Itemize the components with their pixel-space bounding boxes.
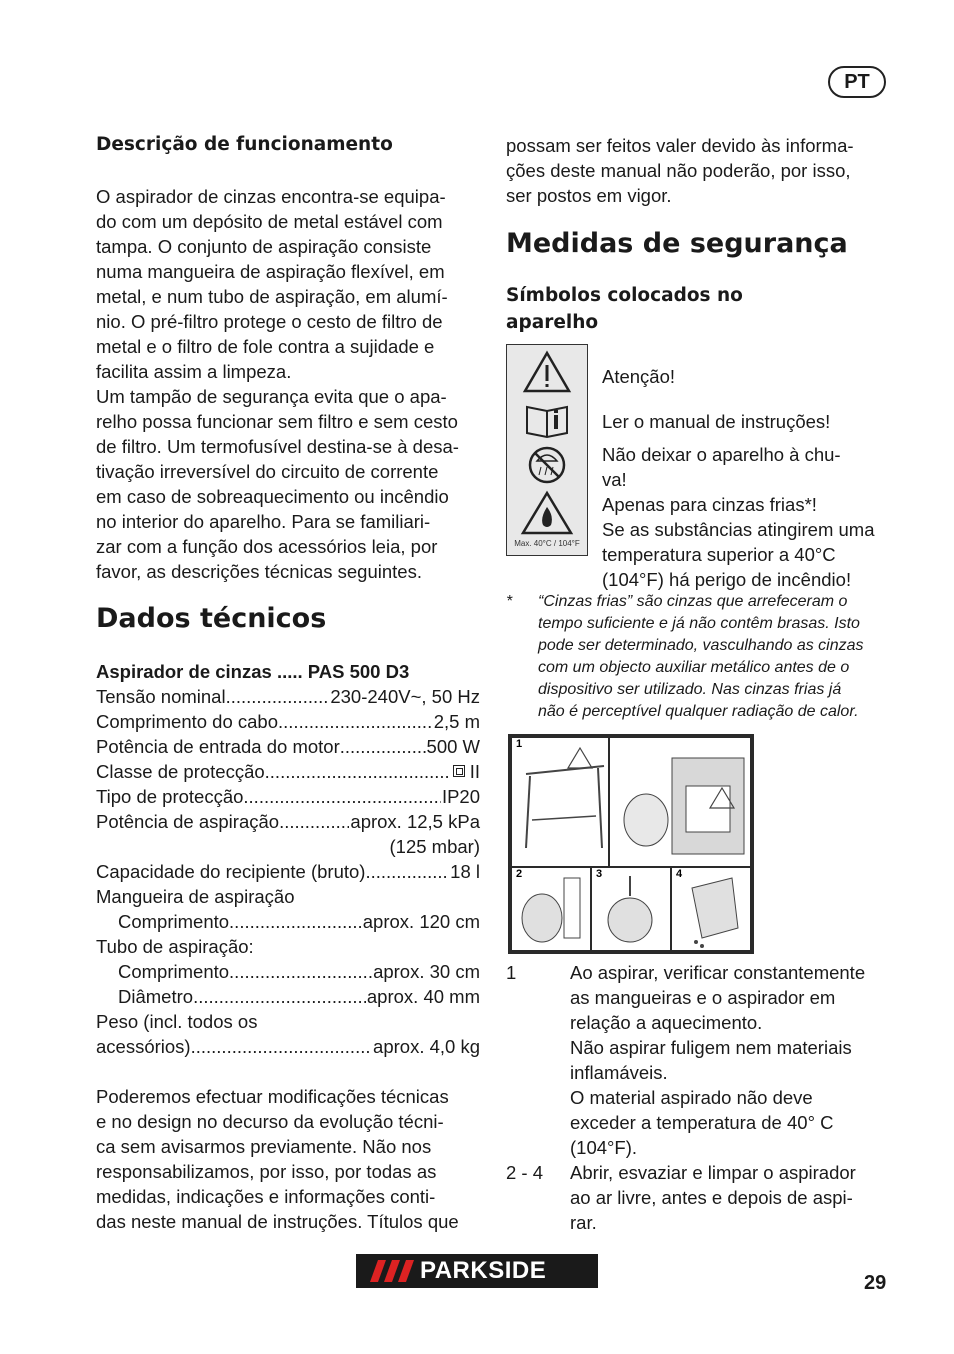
text-line: ser postos em vigor. [506,185,672,206]
text-line: ções deste manual não poderão, por isso, [506,160,851,181]
text-line: O material aspirado não deve [570,1087,813,1108]
text-line: metal e o filtro de fole contra a sujidade e [96,336,435,357]
spec-row [96,834,480,859]
heading-dados-tecnicos: Dados técnicos [96,603,327,634]
text-line: Abrir, esvaziar e limpar o aspirador [570,1162,856,1183]
text-line: Um tampão de segurança evita que o apa- [96,386,447,407]
text-line: va! [602,469,627,490]
text-line: facilita assim a limpeza. [96,361,292,382]
spec-label: Capacidade do recipiente (bruto) [96,861,366,882]
text-line: Atenção! [602,366,676,387]
spec-label: Potência de aspiração [96,811,280,832]
step-number: 2 - 4 [506,1162,544,1183]
text-line: Apenas para cinzas frias*! [602,494,817,515]
spec-value: 500 W [426,736,480,757]
spec-value: aprox. 30 cm [373,961,480,982]
footnote-line [506,701,890,723]
spec-label: Classe de protecção [96,761,265,782]
text-line: exceder a temperatura de 40° C [570,1112,834,1133]
text-line: responsabilizamos, por isso, por todas as [96,1161,437,1182]
spec-row [96,709,480,734]
text-line: (104°F) há perigo de incêndio! [602,569,852,590]
fireplace-illustration [610,738,750,866]
text-line: as mangueiras e o aspirador em [570,987,836,1008]
text-line: inflamáveis. [570,1062,668,1083]
text-line: numa mangueira de aspiração flexível, em [96,261,445,282]
spec-value: (125 mbar) [389,836,480,857]
text-line: de filtro. Um termofusível destina-se à desa- [96,436,459,457]
figure-panel-1b [610,738,750,866]
no-rain-icon [530,448,564,482]
text-line: tempo suficiente e já não contêm brasas. Isto [538,615,860,632]
spec-label: Tensão nominal [96,686,226,707]
instruction-steps [506,960,896,1235]
text-line: (104°F). [570,1137,638,1158]
text-line: relho possa funcionar sem filtro e sem cesto [96,411,458,432]
brand-name: PARKSIDE [420,1257,547,1284]
text-line: dispositivo ser utilizado. Nas cinzas frias já [538,681,842,698]
text-line: Não deixar o aparelho à chu- [602,444,841,465]
footnote-line [506,591,890,613]
text-line: relação a aquecimento. [570,1012,763,1033]
spec-label: Comprimento do cabo [96,711,279,732]
fire-warning-icon [523,493,571,533]
spec-row [96,984,480,1009]
spec-row [96,684,480,709]
heading-line: Símbolos colocados no [506,285,743,306]
spec-value: aprox. 120 cm [362,911,480,932]
spec-value: II [469,761,480,782]
footnote [506,591,890,723]
spec-label: Peso (incl. todos os [96,1011,258,1032]
text-line: ca sem avisarmos previamente. Não nos [96,1136,432,1157]
step-number: 1 [506,962,517,983]
spec-label: Tipo de protecção [96,786,244,807]
spec-row [96,934,480,959]
text-line: ao ar livre, antes e depois de aspi- [570,1187,853,1208]
spec-label: Diâmetro [118,986,194,1007]
text-line: Ao aspirar, verificar constantemente [570,962,866,983]
spec-row [96,959,480,984]
spec-value: IP20 [441,786,480,807]
spec-label: Tubo de aspiração: [96,936,254,957]
figure-panel-1a [512,738,608,866]
device-symbols-label [506,344,588,556]
text-line: tivação irreversível do circuito de corrente [96,461,439,482]
text-line: das neste manual de instruções. Títulos que [96,1211,459,1232]
text-line: e no design no decurso da evolução técni- [96,1111,444,1132]
paragraph-disclaimer [96,1084,486,1234]
text-line: zar com a função dos acessórios leia, por [96,536,438,557]
text-line: Se as substâncias atingirem uma [602,519,875,540]
class-ii-icon [453,765,465,777]
figure-label: 3 [596,868,603,880]
vacuum-lid-illustration [592,868,670,950]
spec-row-model [96,659,480,684]
text-line: possam ser feitos valer devido às informa- [506,135,854,156]
text-line: temperatura superior a 40°C [602,544,836,565]
text-line: em caso de sobreaquecimento ou incêndio [96,486,449,507]
footnote-line [506,635,890,657]
emptying-illustration [672,868,750,950]
text-line: do com um depósito de metal estável com [96,211,443,232]
spec-row [96,859,480,884]
paragraph-continued [506,133,896,208]
spec-row [96,784,480,809]
spec-row [96,759,480,784]
figure-label: 2 [516,868,523,880]
paragraph-description [96,184,486,584]
spec-label: acessórios) [96,1036,191,1057]
grill-illustration [512,738,608,866]
spec-row [96,809,480,834]
usage-illustration [508,734,754,954]
text-line: com um objecto auxiliar metálico antes de o [538,659,850,676]
spec-value: aprox. 4,0 kg [373,1036,480,1057]
text-line: não é perceptível qualquer radiação de calor. [538,703,859,720]
text-line: “Cinzas frias” são cinzas que arrefeceram o [538,593,848,610]
text-line: O aspirador de cinzas encontra-se equipa- [96,186,446,207]
symbols-graphic [507,345,587,555]
text-line: nio. O pré-filtro protege o cesto de filtro de [96,311,443,332]
text-line: metal, e num tubo de aspiração, em alumí- [96,286,448,307]
text-line: no interior do aparelho. Para se familiari- [96,511,431,532]
language-badge: PT [828,66,886,98]
heading-line: aparelho [506,312,599,333]
spec-row [96,1034,480,1059]
text-line: rar. [570,1212,597,1233]
footnote-line [506,657,890,679]
manual-icon [527,407,567,437]
footnote-line [506,679,890,701]
page-number: 29 [864,1272,887,1294]
spec-value: aprox. 40 mm [366,986,480,1007]
text-line: medidas, indicações e informações conti- [96,1186,436,1207]
warning-icon [525,353,569,391]
text-line: Ler o manual de instruções! [602,411,831,432]
spec-label: Comprimento [118,961,230,982]
footnote-line [506,613,890,635]
spec-label: Aspirador de cinzas [96,661,272,682]
spec-label: Potência de entrada do motor [96,736,340,757]
figure-label: 4 [676,868,683,880]
figure-panel-2 [512,868,590,950]
step-item [506,960,896,1160]
heading-descricao: Descrição de funcionamento [96,134,393,155]
spec-value: 230-240V~, 50 Hz [330,686,480,707]
text-line: favor, as descrições técnicas seguintes. [96,561,422,582]
spec-value: PAS 500 D3 [307,661,410,682]
spec-label: Mangueira de aspiração [96,886,295,907]
text-line: pode ser determinado, vasculhando as cinzas [538,637,864,654]
logo-stripes-icon [362,1254,422,1288]
text-line: Poderemos efectuar modificações técnicas [96,1086,449,1107]
symbol-descriptions [602,364,902,592]
spec-row [96,1009,480,1034]
text-line: Não aspirar fuligem nem materiais [570,1037,852,1058]
text-line: tampa. O conjunto de aspiração consiste [96,236,432,257]
spec-value: 2,5 m [433,711,480,732]
figure-panel-3 [592,868,670,950]
spec-row [96,884,480,909]
symbol-caption: Max. 40°C / 104°F [514,539,580,548]
step-item [506,1160,896,1235]
vacuum-open-illustration [512,868,590,950]
spec-value: 18 l [450,861,480,882]
spec-row [96,909,480,934]
footnote-marker: * [506,593,513,610]
figure-label: 1 [516,738,523,750]
heading-simbolos [506,282,743,336]
spec-value: aprox. 12,5 kPa [350,811,480,832]
parkside-logo [356,1254,598,1288]
figure-panel-4 [672,868,750,950]
heading-medidas-seguranca: Medidas de segurança [506,228,848,259]
spec-table [96,659,480,1059]
spec-dots: ..... [276,661,303,682]
spec-label: Comprimento [118,911,230,932]
spec-row [96,734,480,759]
